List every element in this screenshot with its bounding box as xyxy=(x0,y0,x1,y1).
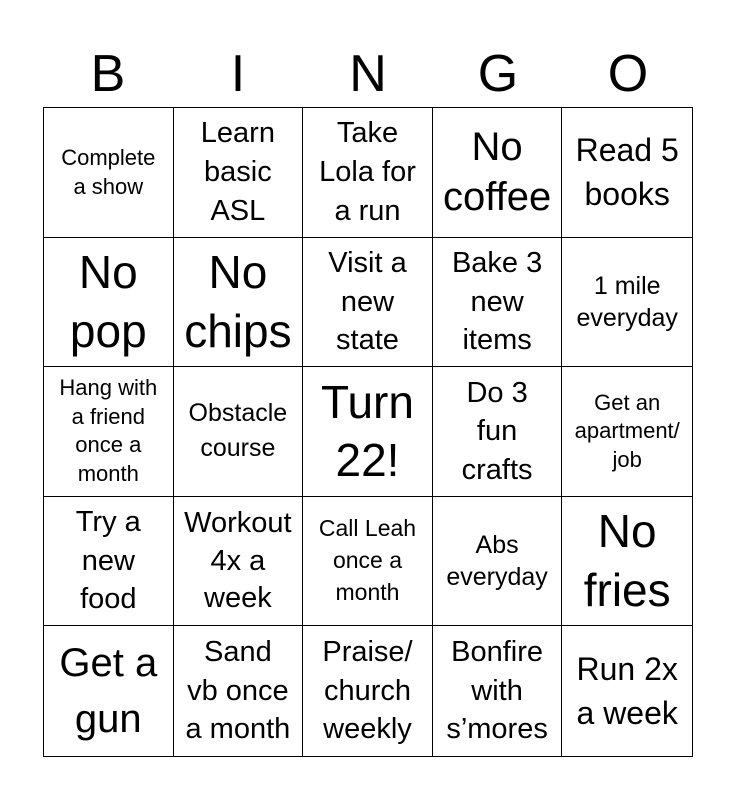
cell-label: Hang with a friend once a month xyxy=(59,375,158,487)
header-letter-i: I xyxy=(230,45,246,103)
cell-label: Read 5 books xyxy=(575,132,679,213)
cell-label: Try a new food xyxy=(75,506,141,616)
bingo-cell[interactable] xyxy=(303,108,433,238)
bingo-cell[interactable] xyxy=(562,367,692,497)
header-letter-n: N xyxy=(349,45,387,103)
bingo-cell[interactable] xyxy=(433,626,563,756)
bingo-cell[interactable] xyxy=(174,626,304,756)
bingo-cell[interactable] xyxy=(44,108,174,238)
cell-label: Get a gun xyxy=(59,641,158,742)
bingo-cell[interactable] xyxy=(303,626,433,756)
cell-label: Take Lola for a run xyxy=(319,117,416,227)
bingo-cell[interactable] xyxy=(562,108,692,238)
bingo-cell[interactable] xyxy=(562,497,692,627)
cell-label: Bake 3 new items xyxy=(451,247,543,357)
cell-label: No coffee xyxy=(442,125,552,220)
bingo-cell[interactable] xyxy=(174,108,304,238)
bingo-cell[interactable] xyxy=(433,367,563,497)
cell-label: No pop xyxy=(69,246,147,357)
bingo-cell[interactable] xyxy=(303,497,433,627)
bingo-cell[interactable] xyxy=(174,367,304,497)
cell-label: Get an apartment/ job xyxy=(574,389,680,472)
bingo-cell[interactable] xyxy=(303,367,433,497)
cell-label: Complete a show xyxy=(61,144,156,200)
bingo-cell[interactable] xyxy=(433,497,563,627)
bingo-cell[interactable] xyxy=(562,626,692,756)
header-letter-b: B xyxy=(90,45,126,103)
header-letter-o: O xyxy=(607,45,649,103)
cell-label: Abs everyday xyxy=(446,531,548,592)
cell-label: Workout 4x a week xyxy=(184,507,292,614)
bingo-cell[interactable] xyxy=(433,238,563,368)
bingo-cell[interactable] xyxy=(433,108,563,238)
cell-label: Obstacle course xyxy=(188,399,288,463)
bingo-cell[interactable] xyxy=(44,626,174,756)
bingo-cell[interactable] xyxy=(303,238,433,368)
cell-label: Call Leah once a month xyxy=(318,515,417,605)
bingo-cell[interactable] xyxy=(44,238,174,368)
header-letter-g: G xyxy=(477,45,519,103)
cell-label: Bonfire with s’mores xyxy=(446,636,548,746)
cell-label: No chips xyxy=(184,246,292,357)
cell-label: Learn basic ASL xyxy=(200,117,275,227)
cell-label: 1 mile everyday xyxy=(576,271,678,332)
bingo-cell[interactable] xyxy=(44,367,174,497)
cell-label: Sand vb once a month xyxy=(185,636,291,746)
cell-label: Visit a new state xyxy=(328,247,407,357)
cell-label: Turn 22! xyxy=(321,375,414,487)
bingo-grid xyxy=(43,107,693,757)
cell-label: Do 3 fun crafts xyxy=(461,376,533,486)
bingo-header xyxy=(43,40,693,108)
cell-label: Praise/ church weekly xyxy=(322,636,413,746)
bingo-cell[interactable] xyxy=(44,497,174,627)
cell-label: No fries xyxy=(583,505,671,617)
bingo-cell[interactable] xyxy=(562,238,692,368)
bingo-cell[interactable] xyxy=(174,497,304,627)
bingo-cell[interactable] xyxy=(174,238,304,368)
cell-label: Run 2x a week xyxy=(576,651,678,732)
